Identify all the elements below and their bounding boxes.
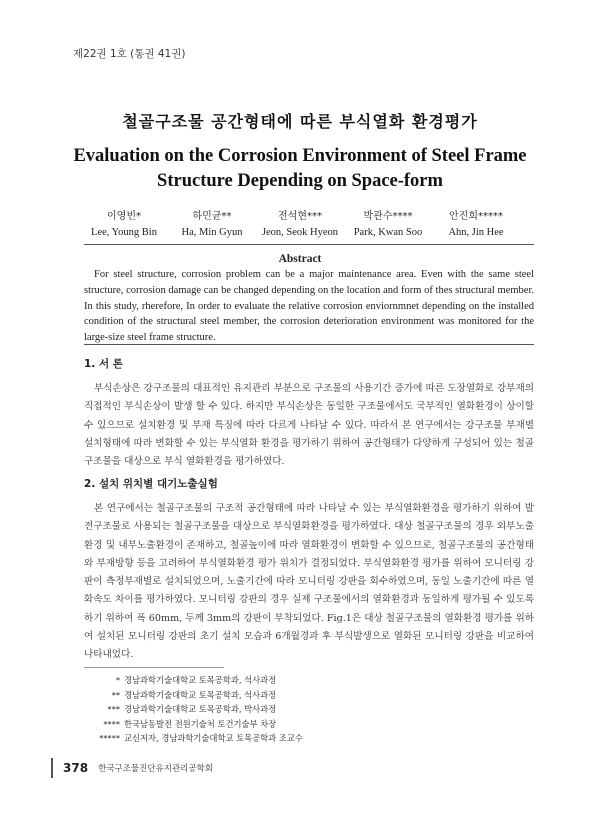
footnote	[84, 731, 303, 746]
footnote-mark: **	[111, 689, 120, 700]
abstract-heading: Abstract	[278, 253, 322, 265]
footnote-text: 경남과학기술대학교 토목공학과, 석사과정	[124, 689, 277, 700]
page-number: 378	[63, 761, 89, 775]
author-name-english: Lee, Young Bin	[91, 227, 157, 238]
section-exposure-test	[84, 476, 534, 665]
title-korean: 철골구조물 공간형태에 따른 부식열화 환경평가	[122, 112, 478, 131]
page-footer	[51, 758, 213, 778]
author-name-english: Ahn, Jin Hee	[448, 227, 504, 238]
author-name-english: Ha, Min Gyun	[181, 227, 243, 238]
section-introduction	[84, 356, 534, 471]
author-name-korean: 하민균**	[192, 211, 232, 222]
author-4	[344, 207, 432, 238]
journal-volume: 제22권 1호 (통권 41권)	[73, 48, 186, 60]
author-3	[256, 207, 344, 238]
section-body: 본 연구에서는 철골구조물의 구조적 공간형태에 따라 나타날 수 있는 부식열화환경을 평가하기 위하여 발전구조물로 사용되는 철골구조물을 대상으로 부식열화환경을 평가하였다. 대상 철골구조물의 경우 외부노출환경 및 내부노출환경이 존재하고, 철골높이에 따라 열화환경이 변화할 수 있으므로, 철골구조물의 공간형태와 부재방향 등을 고려하여 부식열화환경 평가 위치가 결정되었다. 부식열화환경 평가를 위하여 모니터링 강판이 측정부재별로 설치되었으며, 노출기간에 따라 모니터링 강판을 회수하였으며, 동일 노출기간에 따른 열화속도 차이를 평가하였다. 모니터링 강판의 경우 실제 구조물에서의 열화환경과 동일하게 평가될 수 있도록 하기 위하여 폭 60mm, 두께 3mm의 강판이 부착되었다. Fig.1은 대상 철골구조물의 열화환경 평가를 위하여 설치된 모니터링 강판의 초기 설치 모습과 6개월경과 후 부식발생으로 열화된 모니터링 강판을 비교하여 나타내었다.	[84, 503, 534, 661]
footnote	[84, 688, 303, 703]
footer-bar	[51, 758, 53, 778]
author-2	[168, 207, 256, 238]
author-5	[432, 207, 520, 238]
abstract-top-divider	[84, 244, 534, 245]
footnote-list	[84, 673, 303, 746]
footnote-divider	[84, 667, 224, 668]
footnote-text: 한국남동발전 전원기술처 토건기술부 차장	[124, 718, 277, 729]
author-name-english: Park, Kwan Soo	[353, 227, 423, 238]
section-heading: 1. 서 론	[84, 358, 123, 370]
footnote	[84, 717, 303, 732]
footnote-text: 경남과학기술대학교 토목공학과, 석사과정	[124, 675, 277, 685]
author-name-korean: 전석현***	[278, 211, 322, 222]
author-list	[80, 207, 520, 238]
abstract-text: For steel structure, corrosion problem can be a major maintenance area. Even with the same steel structure, corrosion damage can be changed depending on the location and form of thes structural member. In this study, rherefore, In order to evaluate the relative corrosion enviornmnet depending on the installed condition of the structural steel member, the corrosion deterioration environment was monitored for the large-size steel frame structure.	[84, 269, 534, 344]
footnote-mark: *****	[99, 733, 120, 743]
abstract-block	[84, 267, 534, 346]
author-name-korean: 이영빈*	[107, 211, 141, 222]
title-english: Evaluation on the Corrosion Environment of Steel Frame Structure Depending on Space-form	[73, 146, 527, 191]
footnote-mark: ***	[107, 704, 120, 714]
abstract-bottom-divider	[84, 344, 534, 345]
footnote-text: 경남과학기술대학교 토목공학과, 박사과정	[124, 704, 277, 714]
footnote	[84, 702, 303, 717]
author-name-korean: 안진희*****	[449, 211, 503, 222]
section-body: 부식손상은 강구조물의 대표적인 유지관리 부분으로 구조물의 사용기간 증가에 따른 도장열화로 강부재의 직접적인 부식손상이 발생 할 수 있다. 하지만 부식손상은 동일한 구조물에서도 국부적인 열화환경이 상이할 수 있으므로 설치환경 및 부재 특징에 따라 다르게 나타날 수 있다. 따라서 본 연구에서는 강구조물 부재별 설치형태에 따라 변화할 수 있는 부식열화 환경을 평가하기 위하여 공간형태가 다양하게 구성되어 있는 철골구조물을 대상으로 부식 열화환경을 평가하였다.	[84, 383, 534, 468]
footnote	[84, 673, 303, 688]
footnote-mark: *	[115, 675, 120, 685]
author-name-english: Jeon, Seok Hyeon	[261, 227, 339, 238]
publisher-name: 한국구조물진단유지관리공학회	[98, 764, 214, 774]
section-heading: 2. 설치 위치별 대기노출실험	[84, 478, 218, 490]
footnote-text: 교신저자, 경남과학기술대학교 토목공학과 조교수	[124, 733, 303, 743]
author-name-korean: 박관수****	[363, 211, 413, 222]
footnote-mark: ****	[103, 718, 120, 729]
author-1	[80, 207, 168, 238]
